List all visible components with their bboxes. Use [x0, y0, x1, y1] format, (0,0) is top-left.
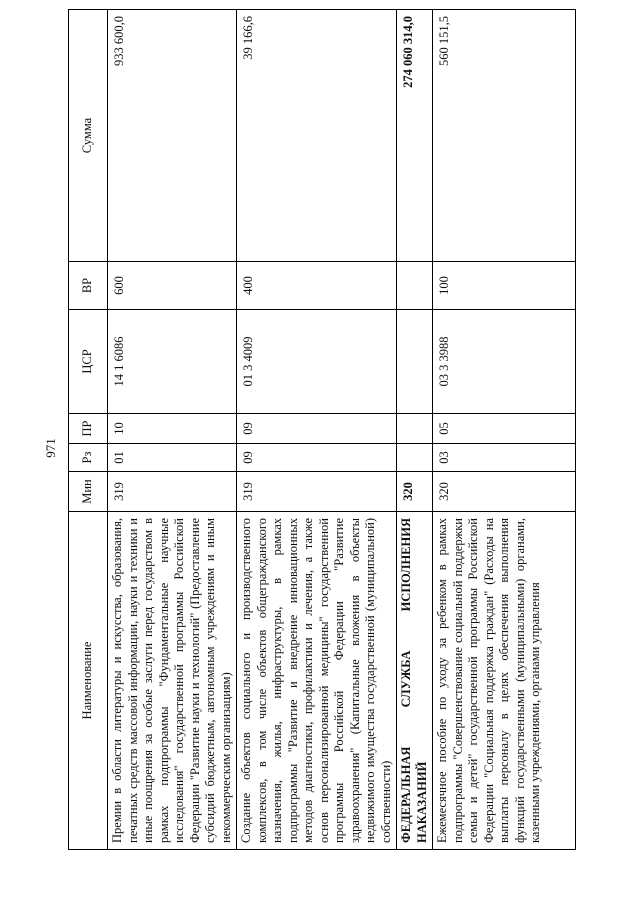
header-rz: Рз [69, 444, 108, 472]
header-sum: Сумма [69, 10, 108, 262]
header-csr: ЦСР [69, 310, 108, 414]
row-rz: 03 [433, 444, 576, 472]
header-min: Мин [69, 472, 108, 512]
row-vr: 100 [433, 262, 576, 310]
row-min: 320 [397, 472, 433, 512]
table-row [237, 10, 397, 850]
row-sum: 39 166,6 [237, 10, 397, 262]
row-rz: 01 [108, 444, 237, 472]
row-rz [397, 444, 433, 472]
table-row [108, 10, 237, 850]
row-name: Ежемесячное пособие по уходу за ребенком в рамках подпрограммы "Совершенствование социальной поддержки семьи и детей" государственной программы Российской Федерации "Социальная поддержка граждан" (Расходы на выплаты персоналу в целях обеспечения выполнения функций государственными (муниципальными) органами, казенными учреждениями, органами управления [433, 512, 576, 850]
row-name: Премии в области литературы и искусства, образования, печатных средств массовой информации, науки и техники и иные поощрения за особые заслуги перед государством в рамках подпрограммы "Фундаментальные научные исследования" государственной программы Российской Федерации "Развитие науки и технологий" (Предоставление субсидий бюджетным, автономным учреждениям и иным некоммерческим организациям) [108, 512, 237, 850]
row-min: 319 [237, 472, 397, 512]
row-csr: 03 3 3988 [433, 310, 576, 414]
header-name: Наименование [69, 512, 108, 850]
row-pr: 10 [108, 414, 237, 444]
row-vr: 600 [108, 262, 237, 310]
row-min: 320 [433, 472, 576, 512]
row-name: Создание объектов социального и производственного комплексов, в том числе объектов общегражданского назначения, жилья, инфраструктуры, в рамках подпрограммы "Развитие и внедрение инновационных методов диагностики, профилактики и лечения, а также основ персонализированной медицины" государственной программы Российской Федерации "Развитие здравоохранения" (Капитальные вложения в объекты недвижимого имущества государственной (муниципальной) собственности) [237, 512, 397, 850]
table-row [433, 10, 576, 850]
page-number: 971 [43, 438, 58, 458]
table-header-row [69, 10, 108, 850]
header-vr: ВР [69, 262, 108, 310]
row-sum: 933 600,0 [108, 10, 237, 262]
row-sum: 560 151,5 [433, 10, 576, 262]
row-csr: 14 1 6086 [108, 310, 237, 414]
row-min: 319 [108, 472, 237, 512]
row-pr: 05 [433, 414, 576, 444]
budget-table [68, 9, 576, 850]
section-title: ФЕДЕРАЛЬНАЯ СЛУЖБА ИСПОЛНЕНИЯ НАКАЗАНИЙ [397, 512, 433, 850]
rotated-page-content [68, 10, 628, 850]
table-row-section [397, 10, 433, 850]
row-pr: 09 [237, 414, 397, 444]
row-csr [397, 310, 433, 414]
row-vr [397, 262, 433, 310]
section-sum: 274 060 314,0 [397, 10, 433, 262]
row-pr [397, 414, 433, 444]
row-csr: 01 3 4009 [237, 310, 397, 414]
row-vr: 400 [237, 262, 397, 310]
row-rz: 09 [237, 444, 397, 472]
header-pr: ПР [69, 414, 108, 444]
